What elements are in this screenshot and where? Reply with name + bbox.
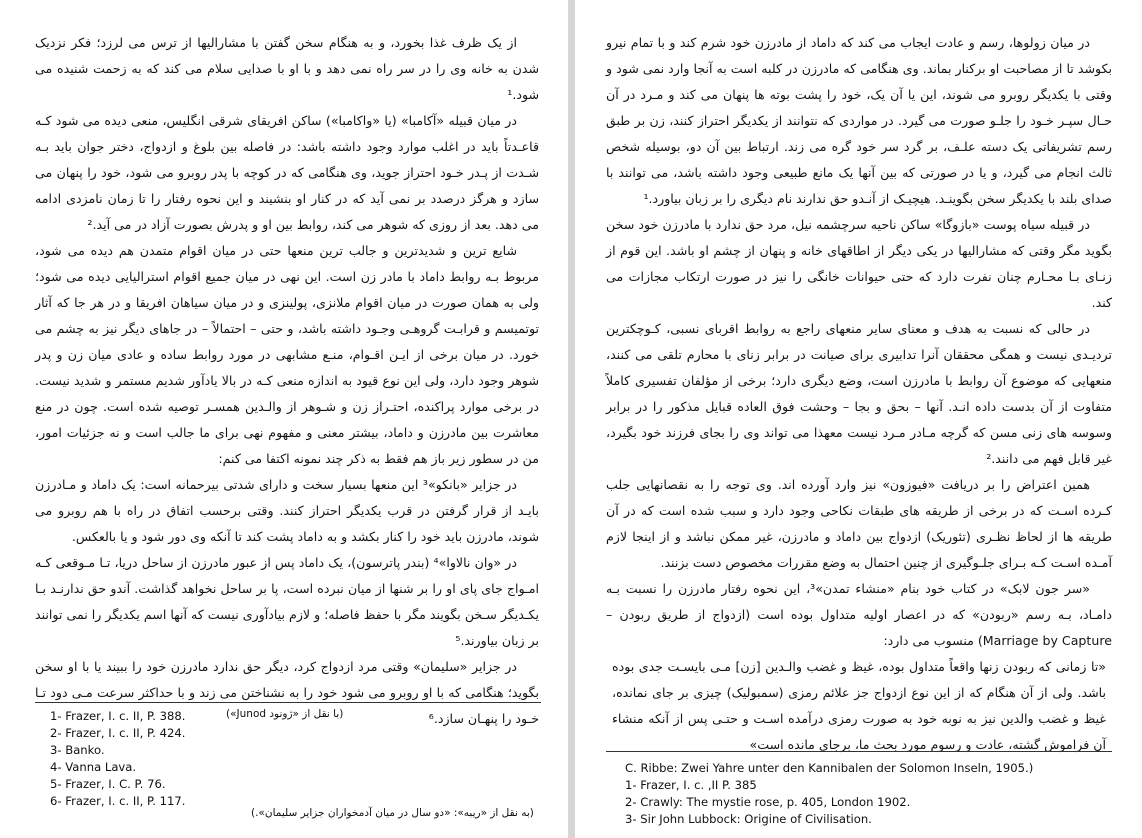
left-footnote-3: 3- Banko. [50, 743, 105, 757]
right-footnote-3: 3- Sir John Lubbock: Origine of Civilisation. [625, 812, 872, 826]
left-paragraph-5: در «وان نالاوا»⁴ (بندر پاترسون)، یک داماد پس از عبور مادرزن از ساحل دریا، تـا مـوقعی کـه امـواج جای پای او را بر شنها از میان نبرده است، پا بر ساحل نخواهد گذاشت. آندو حق ندارنـد بـا یکـدیگر سـخن بگویند مگر با حفظ فاصله؛ و لازم بیادآوری نیست که آنها اسم یکدیگر را نمی توانند بر زبان بیاورند.⁵ [35, 555, 539, 648]
left-footnote-5: 5- Frazer, I. C. P. 76. [50, 777, 166, 791]
left-footnote-6: 6- Frazer, I. c. II, P. 117. [50, 794, 186, 808]
right-page [575, 0, 1142, 838]
left-footnote-2: 2- Frazer, I. c. II, P. 424. [50, 726, 186, 740]
left-paragraph-1: از یک ظرف غذا بخورد، و به هنگام سخن گفتن با مشارالیها از ترس می لرزد؛ فکر نزدیک شدن به خانه وی را در سر راه نمی دهد و با او با صدایی سلام می کند که به زحمت شنیده می شود.¹ [35, 35, 539, 102]
left-footnote-1-persian-note: (با نقل از «ژونود Junod») [226, 708, 344, 720]
right-paragraph-4: همین اعتراض را بر دریافت «فیوزون» نیز وارد آورده اند. وی توجه را به نقصانهایی جلب کـرده اسـت که در برخی از طریقه های طبقات نکاحی وجود دارد و سبب شده است که در آن طریقه ها از لحاظ نظـری (تئوریک) ازدواج بین داماد و مادرزن، غیر ممکن نباشد و از اینجا لازم آمـده اسـت کـه بـرای جلـوگیری از چنین احتمال به وضع مقررات مخصوص دست بزنند. [606, 477, 1112, 570]
right-paragraph-5: «سر جون لابک» در کتاب خود بنام «منشاء تمدن»³، این نحوه رفتار مادرزن را نسبت بـه دامـاد، بـه رسم «ربودن» که در اعصار اولیه متداول بوده است (ازدواج از طریق ربودن – Marriage by Capture) منسوب می دارد: [606, 581, 1112, 648]
right-footnote-1: 1- Frazer, I. c. ,II P. 385 [625, 778, 757, 792]
right-block-quote: «تا زمانی که ربودن زنها واقعاً متداول بوده، غیظ و غضب والـدین [زن] مـی بایسـت جدی بوده باشد. ولی از آن هنگام که از این نوع ازدواج جز علائم رمزی (سمبولیک) چیزی بر جای نمانده، غیظ و غضب والدین نیز به نوبه خود به صورت رمزی درآمده اسـت و حتـی پس از آنکه منشاء آن فراموش گشته، عادت و رسوم مورد بحث ما، برجای مانده است» [612, 659, 1106, 752]
right-footnote-continuation: C. Ribbe: Zwei Yahre unter den Kannibalen der Solomon Inseln, 1905.) [625, 761, 1034, 775]
right-page-body [606, 30, 1112, 758]
right-footnotes [625, 760, 1095, 828]
left-footnotes [50, 708, 520, 810]
left-paragraph-4: در جزایر «بانکو»³ این منعها بسیار سخت و دارای شدتی بیرحمانه است: یک داماد و مـادرزن بایـد از قرار گرفتن در قرب یکدیگر احتراز کنند. وقتی برحسب اتفاق در راه با هم روبرو می شوند، مادرزن باید خود را کنار بکشد و به داماد پشت کند تا آنکه وی دور شود و یا بالعکس. [35, 477, 539, 544]
left-page [0, 0, 568, 838]
right-footnote-2: 2- Crawly: The mystie rose, p. 405, London 1902. [625, 795, 911, 809]
right-paragraph-3: در حالی که نسبت به هدف و معنای سایر منعهای راجع به روابط اقربای نسبی، کـوچکترین تردیـدی نیست و همگی محققان آنرا تدابیری برای صیانت در برابر زنای با محارم تلقی می کنند، منعهایی که موضوع آن روابط با مادرزن است، وضع دیگری دارد؛ برخی از مؤلفان تفسیری کاملاً متفاوت از آن بدست داده انـد. آنها – بحق و بجا – وحشت فوق العاده قبایل مذکور را در برابر وسوسه های زنی مسن که گرچه مـادر مـرد نیست معهذا می تواند وی را بجای فرزند خود بگیرد، غیر قابل فهم می دانند.² [606, 321, 1112, 466]
page-gutter [568, 0, 575, 838]
left-footnote-4: 4- Vanna Lava. [50, 760, 137, 774]
right-paragraph-2: در قبیله سیاه پوست «بازوگا» ساکن ناحیه سرچشمه نیل، مرد حق ندارد با مادرزن خود سخن بگوید مگر وقتی که مشارالیها در یکی دیگر از اطاقهای خانه و پنهان از چشم او باشد. این قوم از زنـای بـا محـارم چنان نفرت دارد که حتی حیوانات خانگی را نیز در صورت ارتکاب مجازات می کند. [606, 217, 1112, 310]
left-paragraph-6: در جزایر «سلیمان» وقتی مرد ازدواج کرد، دیگر حق ندارد مادرزن خود را ببیند یا با او سخن بگوید؛ هنگامی که با او روبرو می شود خود را به نشناختن می زند و با حداکثر سرعت مـی دود تـا خـود را پنهـان سازد.⁶ [35, 659, 539, 726]
left-page-body [35, 30, 539, 732]
right-footnote-divider [606, 751, 1112, 752]
left-footnote-1: 1- Frazer, I. c. II, P. 388. [50, 709, 186, 723]
right-paragraph-1: در میان زولوها، رسم و عادت ایجاب می کند که داماد از مادرزن خود شرم کند و با تمام نیرو بکوشد تا از مصاحبت او برکنار بماند. وی هنگامی که مادرزن در کلبه است به آنجا وارد نمی شود و وقتی با یکدیگر روبرو می شوند، این یا آن یک، خود را پشت بوته ها پنهان می کند و مـرد در آن حـال سپـر خـود را جلـو صورت می گیرد. در مواردی که نتوانند از یکدیگر احتراز کنند، زن بر طبق رسم تشریفاتی یک دسته علـف، بر گرد سر خود گره می زند. ارتباط بین آن دو، بوسیله شخص ثالث انجام می گیرد، و یا در صورتی که بین آنها یک مانع طبیعی وجود داشته باشد، می توانند با صدای بلند با یکدیگر سخن بگوینـد. هیچیـک از آنـدو حق ندارند نام دیگری را بر زبان بیاورد.¹ [606, 35, 1112, 206]
left-footnote-divider [35, 702, 541, 703]
left-paragraph-3: شایع ترین و شدیدترین و جالب ترین منعها حتی در میان اقوام متمدن هم دیده می شود، مربوط بـه روابط داماد با مادر زن است. این نهی در میان جمیع اقوام استرالیایی دیده می شود؛ ولی به همان صورت در میان اقوام ملانزی، پولینزی و در میان سیاهان افریقا و در هر جا که آثار توتمیسم و قرابـت گروهـی وجـود داشته باشد، و حتی – احتمالاً – در جاهای دیگر نیز به چشم می خورد. در میان برخی از ایـن اقـوام، منـع مشابهی در مورد روابط ساده و عادی میان زن و پدر شوهر وجود دارد، ولی این نوع قیود به اندازه منعی کـه در بالا یادآور شدیم مستمر و شدید نیست. در برخی موارد پراکنده، احتـراز زن و شـوهر از والـدین همسـر توصیه شده است. چون در منع معاشرت بین مادرزن و داماد، بیشتر معنی و مفهوم نهی برای ما جالب است و نه جزئیات امور، من در سطور زیر باز هم فقط به ذکر چند نمونه اکتفا می کنم: [35, 243, 539, 466]
left-footnote-6-persian-note: (به نقل از «ریبه»: «دو سال در میان آدمخواران جزایر سلیمان».) [251, 807, 534, 819]
left-paragraph-2: در میان قبیله «آکامبا» (یا «واکامبا») ساکن افریقای شرقی انگلیس، منعی دیده می شود کـه قاعـدتاً باید در اغلب موارد وجود داشته باشد: در فاصله بین بلوغ و ازدواج، دختر جوان باید بـه شـدت از پـدر خـود احتراز جوید، وی هنگامی که در کوچه با پدر روبرو می شود، خود را پنهان می سازد و هرگز درصدد بر نمی آید که در کنار او بنشیند و این نحوه رفتار را تا زمان نامزدی ادامه می دهد. بعد از روزی که شوهر می کند، روابط بین او و پدرش بصورت آزاد در می آید.² [35, 113, 539, 232]
